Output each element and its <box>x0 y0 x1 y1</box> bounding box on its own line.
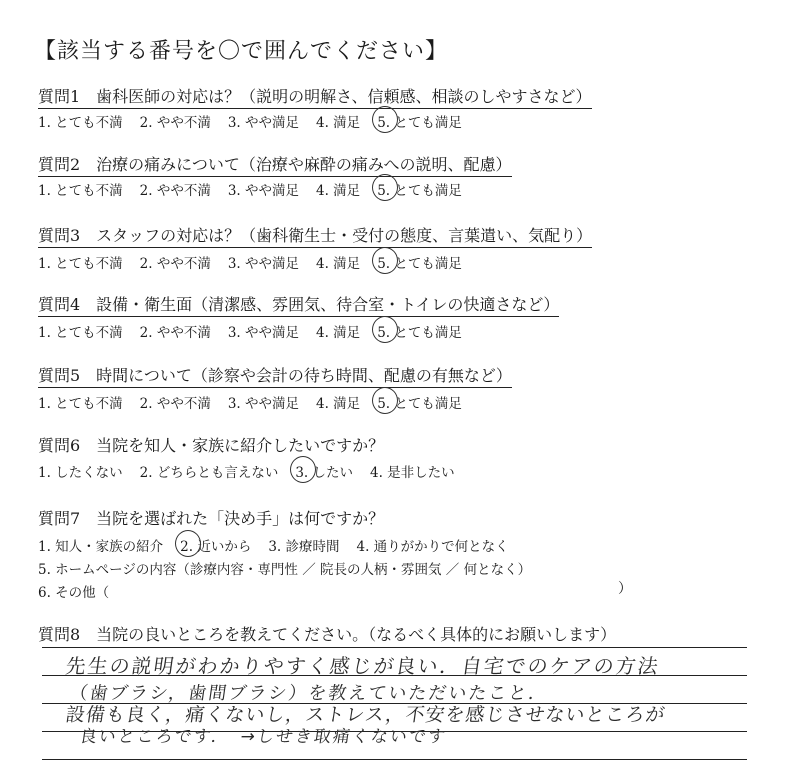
q4-options <box>38 321 479 341</box>
q1-option[interactable]: 4. 満足 <box>316 115 361 131</box>
q2-option-selected[interactable]: 5. とても満足 <box>377 179 462 199</box>
q5-options <box>38 392 479 412</box>
q7-option[interactable]: 3. 診療時間 <box>268 539 340 555</box>
handwritten-answer-line: （歯ブラシ，歯間ブラシ）を教えていただいたこと． <box>68 683 550 704</box>
q1-option-selected[interactable]: 5. とても満足 <box>377 111 462 131</box>
q3-options <box>38 252 479 272</box>
q6-option-selected[interactable]: 3. したい <box>295 461 353 481</box>
q1-title: 質問1 歯科医師の対応は？（説明の明解さ、信頼感、相談のしやすさなど） <box>38 84 592 109</box>
q2-options <box>38 179 479 199</box>
answer-line <box>42 647 747 648</box>
q2-option[interactable]: 2. やや不満 <box>139 183 211 199</box>
q5-option-selected[interactable]: 5. とても満足 <box>377 392 462 412</box>
q3-option[interactable]: 2. やや不満 <box>139 256 211 272</box>
q6-option[interactable]: 4. 是非したい <box>370 465 455 481</box>
q7-title: 質問7 当院を選ばれた「決め手」は何ですか？ <box>38 509 385 528</box>
q5-option[interactable]: 1. とても不満 <box>38 396 123 412</box>
q6-options <box>38 461 472 481</box>
q7-options-row1 <box>38 535 526 555</box>
q7-option-selected[interactable]: 2. 近いから <box>180 535 251 555</box>
q4-option[interactable]: 4. 満足 <box>316 325 361 341</box>
q6-option[interactable]: 1. したくない <box>38 465 123 481</box>
q5-title: 質問5 時間について（診察や会計の待ち時間、配慮の有無など） <box>38 363 512 388</box>
q5-option[interactable]: 3. やや満足 <box>227 396 300 412</box>
q4-title: 質問4 設備・衛生面（清潔感、雰囲気、待合室・トイレの快適さなど） <box>38 292 559 317</box>
q5-option[interactable]: 4. 満足 <box>316 396 361 412</box>
q6-option[interactable]: 2. どちらとも言えない <box>139 465 279 481</box>
handwritten-answer-line: 良いところです． →しせき取痛くないです <box>78 727 449 747</box>
q8-title: 質問8 当院の良いところを教えてください。（なるべく具体的にお願いします） <box>38 625 617 644</box>
q2-option[interactable]: 1. とても不満 <box>38 183 123 199</box>
form-heading: 【該当する番号を〇で囲んでください】 <box>34 39 449 64</box>
answer-line <box>42 759 747 760</box>
q2-title: 質問2 治療の痛みについて（治療や麻酔の痛みへの説明、配慮） <box>38 152 512 177</box>
q7-option[interactable]: 4. 通りがかりで何となく <box>356 539 509 555</box>
q7-option[interactable]: 1. 知人・家族の紹介 <box>38 539 164 555</box>
q1-options <box>38 111 479 131</box>
q1-option[interactable]: 3. やや満足 <box>227 115 300 131</box>
q2-option[interactable]: 4. 満足 <box>316 183 361 199</box>
q7-other-close-paren: ） <box>618 581 632 597</box>
q3-option[interactable]: 4. 満足 <box>316 256 361 272</box>
q1-option[interactable]: 1. とても不満 <box>38 115 123 131</box>
q4-option-selected[interactable]: 5. とても満足 <box>377 321 462 341</box>
q3-option-selected[interactable]: 5. とても満足 <box>377 252 462 272</box>
q3-option[interactable]: 1. とても不満 <box>38 256 123 272</box>
q3-title: 質問3 スタッフの対応は？（歯科衛生士・受付の態度、言葉遣い、気配り） <box>38 223 592 248</box>
handwritten-answer-line: 先生の説明がわかりやすく感じが良い．自宅でのケアの方法 <box>64 654 662 678</box>
handwritten-answer-line: 設備も良く，痛くないし，ストレス，不安を感じさせないところが <box>64 704 667 726</box>
q2-option[interactable]: 3. やや満足 <box>227 183 300 199</box>
q5-option[interactable]: 2. やや不満 <box>139 396 211 412</box>
q1-option[interactable]: 2. やや不満 <box>139 115 211 131</box>
q4-option[interactable]: 3. やや満足 <box>227 325 300 341</box>
q4-option[interactable]: 1. とても不満 <box>38 325 123 341</box>
q7-option-5[interactable]: 5. ホームページの内容（診療内容・専門性 ／ 院長の人柄・雰囲気 ／ 何となく） <box>38 562 532 578</box>
q3-option[interactable]: 3. やや満足 <box>227 256 300 272</box>
q7-option-6[interactable]: 6. その他（ <box>38 585 110 601</box>
q4-option[interactable]: 2. やや不満 <box>139 325 211 341</box>
q6-title: 質問6 当院を知人・家族に紹介したいですか？ <box>38 436 385 455</box>
